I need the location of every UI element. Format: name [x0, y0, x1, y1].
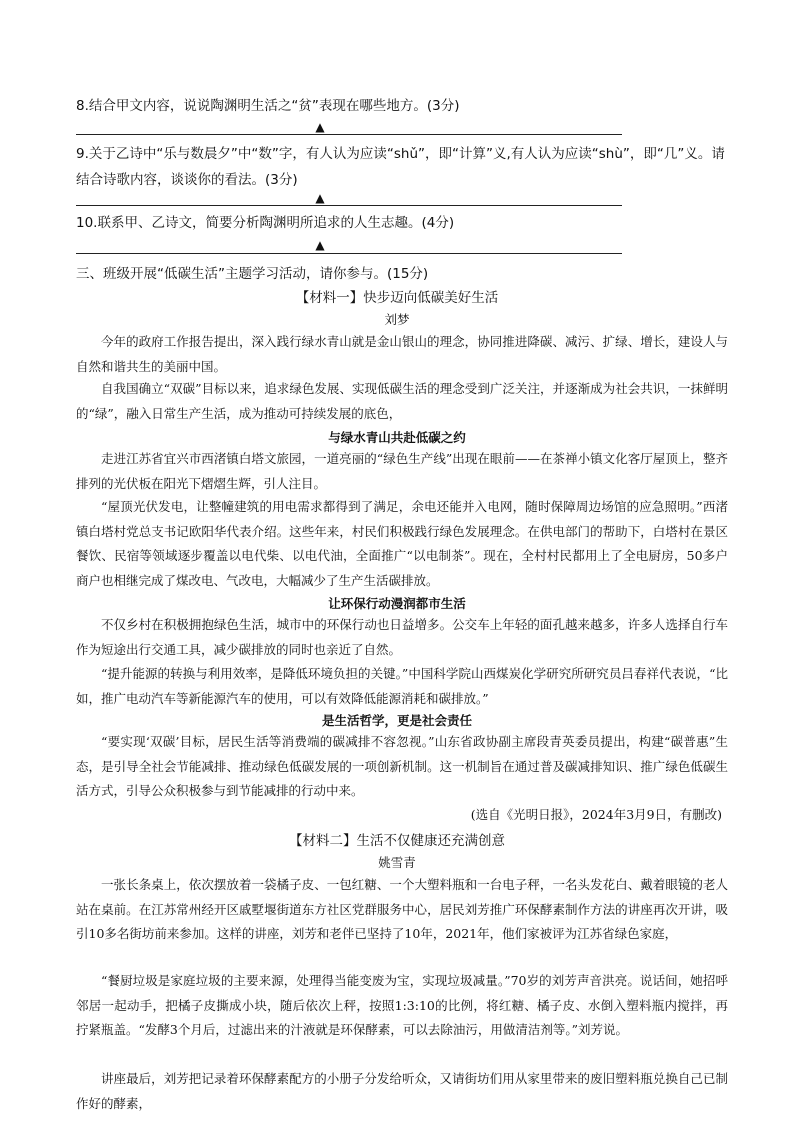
material-1-paragraph: “提升能源的转换与利用效率，是降低环境负担的关键。”中国科学院山西煤炭化学研究所研究员吕春祥代表说，“比如，推广电动汽车等新能源汽车的使用，可以有效降低能源消耗和碳排放。” — [76, 666, 728, 706]
material-2-paragraph: 一张长条桌上，依次摆放着一袋橘子皮、一包红糖、一个大塑料瓶和一台电子秤，一名头发花白、戴着眼镜的老人站在桌前。在江苏常州经开区戚墅堰街道东方社区党群服务中心，居民刘芳推广环保酵素制作方法的讲座再次开讲，吸引10多名街坊前来参加。这样的讲座，刘芳和老伴已坚持了10年，2021年，他们家被评为江苏省绿色家庭， — [76, 877, 728, 941]
material-2-paragraph: 讲座最后，刘芳把记录着环保酵素配方的小册子分发给听众，又请街坊们用从家里带来的废旧塑料瓶兑换自己已制作好的酵素， — [76, 1071, 728, 1111]
answer-line — [76, 253, 622, 254]
material-1-paragraph: 今年的政府工作报告提出，深入践行绿水青山就是金山银山的理念，协同推进降碳、减污、扩绿、增长，建设人与自然和谐共生的美丽中国。 — [76, 334, 728, 374]
material-1-paragraph: “要实现‘双碳’目标，居民生活等消费端的碳减排不容忽视。”山东省政协副主席段青英委员提出，构建“碳普惠”生态，是引导全社会节能减排、推动绿色低碳发展的一项创新机制。这一机制旨在通过普及碳减排知识、推广绿色低碳生活方式，引导公众积极参与到节能减排的行动中来。 — [76, 734, 728, 798]
material-1-subheading: 是生活哲学，更是社会责任 — [321, 713, 472, 728]
answer-marker-icon: ▲ — [315, 120, 325, 134]
answer-marker-icon: ▲ — [315, 191, 325, 205]
material-1-subheading: 与绿水青山共赴低碳之约 — [328, 430, 466, 445]
answer-marker-icon: ▲ — [315, 238, 325, 252]
material-1-author: 刘梦 — [384, 312, 410, 327]
section-3-heading: 三、班级开展“低碳生活”主题学习活动，请你参与。(15分) — [76, 266, 429, 282]
material-1-paragraph: 走进江苏省宜兴市西渚镇白塔文旅园，一道亮丽的“绿色生产线”出现在眼前——在茶禅小镇文化客厅屋顶上，整齐排列的光伏板在阳光下熠熠生辉，引人注目。 — [76, 451, 728, 491]
material-2-paragraph: “餐厨垃圾是家庭垃圾的主要来源，处理得当能变废为宝，实现垃圾减量。”70岁的刘芳声音洪亮。说话间，她招呼邻居一起动手，把橘子皮撕成小块，随后依次上秤，按照1:3:10的比例，将红糖、橘子皮、水倒入塑料瓶内搅拌，再拧紧瓶盖。“发酵3个月后，过滤出来的汁液就是环保酵素，可以去除油污，用做清洁剂等。”刘芳说。 — [76, 973, 728, 1037]
question-9: 9.关于乙诗中“乐与数晨夕”中“数”字，有人认为应读“shǔ”，即“计算”义,有人认为应读“shù”，即“几”义。请结合诗歌内容，谈谈你的看法。(3分) — [76, 146, 725, 188]
material-1-title: 【材料一】快步迈向低碳美好生活 — [295, 290, 499, 306]
material-2-title: 【材料二】生活不仅健康还充满创意 — [289, 833, 505, 849]
question-10: 10.联系甲、乙诗文，简要分析陶渊明所追求的人生志趣。(4分) — [76, 215, 455, 231]
material-1-subheading: 让环保行动漫润都市生活 — [328, 596, 466, 611]
material-1-paragraph: “屋顶光伏发电，让整幢建筑的用电需求都得到了满足，余电还能并入电网，随时保障周边场馆的应急照明。”西渚镇白塔村党总支书记欧阳华代表介绍。这些年来，村民们积极践行绿色发展理念。在供电部门的帮助下，白塔村在景区餐饮、民宿等领域逐步覆盖以电代柴、以电代油，全面推广“以电制茶”。现在，全村村民都用上了全电厨房，50多户商户也相继完成了煤改电、气改电，大幅减少了生产生活碳排放。 — [76, 499, 728, 588]
answer-line — [76, 205, 622, 206]
material-2-author: 姚雪青 — [378, 855, 416, 870]
question-8: 8.结合甲文内容，说说陶渊明生活之“贫”表现在哪些地方。(3分) — [76, 98, 460, 114]
answer-line — [76, 134, 622, 135]
material-1-paragraph: 自我国确立“双碳”目标以来，追求绿色发展、实现低碳生活的理念受到广泛关注，并逐渐成为社会共识，一抹鲜明的“绿”，融入日常生产生活，成为推动可持续发展的底色， — [76, 381, 728, 421]
material-1-source: (选自《光明日报》，2024年3月9日，有删改) — [470, 807, 722, 822]
material-1-paragraph: 不仅乡村在积极拥抱绿色生活，城市中的环保行动也日益增多。公交车上年轻的面孔越来越多，许多人选择自行车作为短途出行交通工具，减少碳排放的同时也亲近了自然。 — [76, 617, 728, 657]
